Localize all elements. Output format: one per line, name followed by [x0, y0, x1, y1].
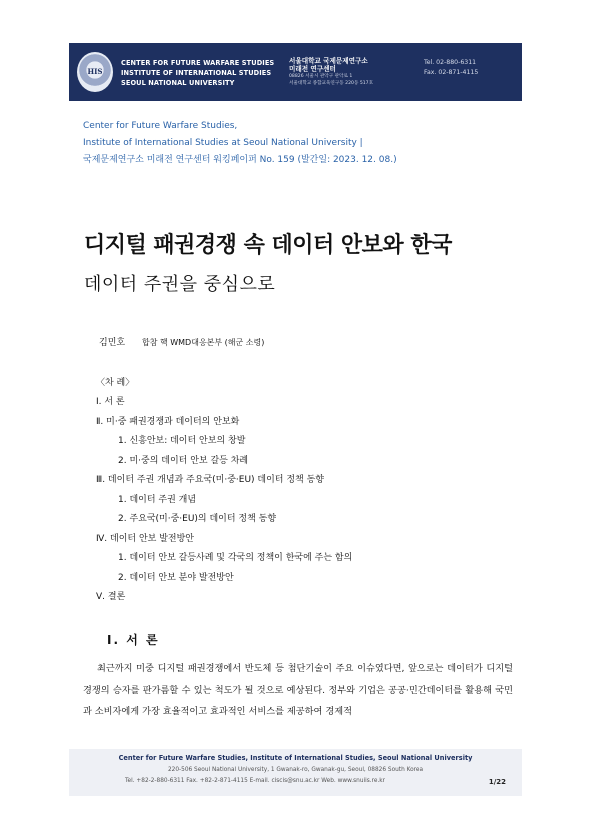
header-en-line-3: SEOUL NATIONAL UNIVERSITY — [121, 79, 235, 87]
header-tel: Tel. 02-880-6311 — [424, 59, 477, 66]
paper-subtitle: 데이터 주권을 중심으로 — [84, 274, 276, 295]
author-line — [99, 335, 264, 348]
toc-item: 1. 데이터 안보 갈등사례 및 각국의 정책이 한국에 주는 함의 — [118, 553, 353, 563]
seal-text: HIS — [87, 67, 103, 76]
header-english-name — [121, 58, 274, 88]
header-ko-address-1: 08826 서울시 관악구 관악로 1 — [289, 74, 353, 79]
publication-info — [83, 118, 397, 169]
section-heading: Ⅰ. 서 론 — [107, 633, 160, 647]
publication-line-2: Institute of International Studies at Seoul National University | — [83, 138, 363, 148]
body-paragraph: 최근까지 미중 디지털 패권경쟁에서 반도체 등 첨단기술이 주요 이슈였다면, 앞으로는 데이터가 디지털 경쟁의 승자를 판가름할 수 있는 척도가 될 것으로 예상된다. 정부와 기업은 공공·민간데이터를 활용해 국민과 소비자에게 가장 효율적이고 효과적인 서비스를 제공하여 경제적 — [83, 663, 513, 717]
header-banner — [69, 43, 522, 101]
toc-item: Ⅲ. 데이터 주권 개념과 주요국(미·중·EU) 데이터 정책 동향 — [96, 475, 324, 485]
footer — [69, 749, 522, 796]
header-contact — [424, 58, 478, 78]
publication-line-3: 국제문제연구소 미래전 연구센터 워킹페이퍼 No. 159 (발간일: 2023. 12. 08.) — [83, 155, 397, 165]
header-en-line-2: INSTITUTE OF INTERNATIONAL STUDIES — [121, 69, 272, 77]
toc-item: 2. 미·중의 데이터 안보 갈등 차례 — [118, 455, 249, 466]
toc-item: 1. 신흥안보: 데이터 안보의 창발 — [118, 436, 246, 446]
toc-item: 1. 데이터 주권 개념 — [118, 494, 197, 505]
page-number: 1/22 — [488, 778, 506, 786]
toc-item: Ⅳ. 데이터 안보 발전방안 — [96, 533, 194, 544]
header-ko-address-2: 서울대학교 종합교육연구동 220동 517호 — [289, 81, 374, 86]
author-affiliation: 합참 핵 WMD대응본부 (해군 소령) — [141, 338, 265, 347]
header-en-line-1: CENTER FOR FUTURE WARFARE STUDIES — [121, 59, 275, 67]
header-ko-title-2: 미래전 연구센터 — [289, 65, 336, 73]
toc-heading: 〈차 례〉 — [96, 378, 135, 388]
publication-line-1: Center for Future Warfare Studies, — [83, 121, 238, 131]
toc-item: Ⅰ. 서 론 — [96, 397, 125, 407]
toc-item: Ⅴ. 결론 — [96, 592, 126, 602]
footer-address: 220-506 Seoul National University, 1 Gwanak-ro, Gwanak-gu, Seoul, 08826 South Korea — [167, 767, 424, 773]
header-fax: Fax. 02-871-4115 — [424, 69, 479, 76]
toc-item: 2. 주요국(미·중·EU)의 데이터 정책 동향 — [118, 514, 277, 524]
body-text — [83, 658, 513, 723]
university-seal-icon — [77, 52, 113, 92]
table-of-contents — [96, 375, 352, 608]
header-ko-title-1: 서울대학교 국제문제연구소 — [289, 57, 368, 65]
footer-institution: Center for Future Warfare Studies, Institute of International Studies, Seoul National University — [118, 754, 473, 762]
paper-title: 디지털 패권경쟁 속 데이터 안보와 한국 — [84, 233, 452, 258]
toc-item: Ⅱ. 미·중 패권경쟁과 데이터의 안보화 — [96, 416, 240, 427]
toc-item: 2. 데이터 안보 분야 발전방안 — [118, 572, 234, 583]
header-korean-name — [289, 57, 373, 87]
author-name: 김민호 — [99, 338, 126, 348]
footer-contact: Tel. +82-2-880-6311 Fax. +82-2-871-4115 E-mail. ciscis@snu.ac.kr Web. www.snuiis.re.kr — [125, 778, 385, 784]
